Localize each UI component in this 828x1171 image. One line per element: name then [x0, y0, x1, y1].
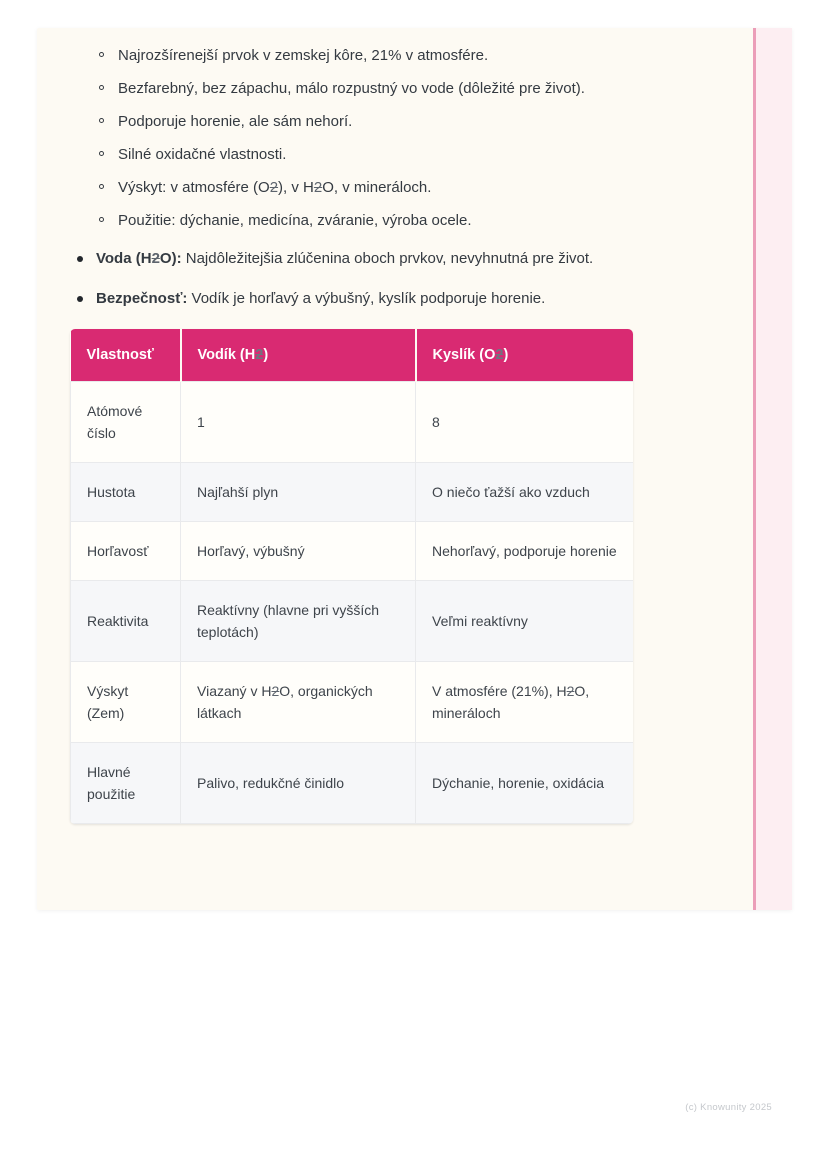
- list-item: [37, 211, 750, 231]
- document-page-card: [37, 28, 792, 910]
- table-row: [71, 382, 634, 463]
- table-row: [71, 581, 634, 662]
- table-cell: Atómové číslo: [71, 382, 181, 463]
- circle-bullet-icon: [99, 217, 104, 222]
- table-header: [71, 329, 634, 382]
- table-cell: Veľmi reaktívny: [416, 581, 634, 662]
- document-content: [37, 28, 750, 824]
- circle-bullet-icon: [99, 52, 104, 57]
- table-body: [71, 382, 634, 824]
- page-accent-stripe: [753, 28, 792, 910]
- list-item-text: Bezpečnosť: Vodík je horľavý a výbušný, kyslík podporuje horenie.: [96, 290, 546, 307]
- table-cell: Dýchanie, horenie, oxidácia: [416, 743, 634, 824]
- circle-bullet-icon: [99, 184, 104, 189]
- table-cell: Horľavý, výbušný: [181, 522, 416, 581]
- table-cell: Výskyt (Zem): [71, 662, 181, 743]
- table-cell: Najľahší plyn: [181, 463, 416, 522]
- list-item-text: Podporuje horenie, ale sám nehorí.: [118, 113, 353, 130]
- table-row: [71, 463, 634, 522]
- table-cell: Hustota: [71, 463, 181, 522]
- comparison-table-container: [70, 329, 633, 824]
- list-item-text: Silné oxidačné vlastnosti.: [118, 146, 287, 163]
- table-header-cell-oxygen: Kyslík (O2): [416, 329, 634, 382]
- table-row: [71, 662, 634, 743]
- table-row: [71, 743, 634, 824]
- circle-bullet-icon: [99, 151, 104, 156]
- disc-bullet-icon: [77, 256, 83, 262]
- table-cell: Nehorľavý, podporuje horenie: [416, 522, 634, 581]
- table-cell: V atmosfére (21%), H2O, mineráloch: [416, 662, 634, 743]
- key-points-list: [37, 249, 750, 309]
- disc-bullet-icon: [77, 296, 83, 302]
- copyright-text: (c) Knowunity 2025: [685, 1102, 772, 1113]
- table-header-row: [71, 329, 634, 382]
- list-item: [37, 79, 750, 99]
- table-header-cell-property: Vlastnosť: [71, 329, 181, 382]
- list-item-text: Výskyt: v atmosfére (O2), v H2O, v mineráloch.: [118, 179, 432, 196]
- table-header-cell-hydrogen: Vodík (H2): [181, 329, 416, 382]
- circle-bullet-icon: [99, 85, 104, 90]
- list-item: [37, 289, 750, 309]
- table-cell: 1: [181, 382, 416, 463]
- list-item-text: Použitie: dýchanie, medicína, zváranie, výroba ocele.: [118, 212, 472, 229]
- table-cell: Palivo, redukčné činidlo: [181, 743, 416, 824]
- list-item: [37, 249, 750, 269]
- table-cell: 8: [416, 382, 634, 463]
- table-cell: Reaktivita: [71, 581, 181, 662]
- list-item-text: Bezfarebný, bez zápachu, málo rozpustný vo vode (dôležité pre život).: [118, 80, 585, 97]
- list-item: [37, 178, 750, 198]
- hydrogen-oxygen-comparison-table: [70, 329, 633, 824]
- list-item: [37, 145, 750, 165]
- table-cell: Hlavné použitie: [71, 743, 181, 824]
- list-item: [37, 46, 750, 66]
- list-item: [37, 112, 750, 132]
- list-item-text: Najrozšírenejší prvok v zemskej kôre, 21% v atmosfére.: [118, 47, 489, 64]
- properties-bullet-list: [37, 46, 750, 231]
- table-cell: O niečo ťažší ako vzduch: [416, 463, 634, 522]
- list-item-text: Voda (H2O): Najdôležitejšia zlúčenina oboch prvkov, nevyhnutná pre život.: [96, 250, 594, 267]
- table-row: [71, 522, 634, 581]
- table-cell: Viazaný v H2O, organických látkach: [181, 662, 416, 743]
- table-cell: Reaktívny (hlavne pri vyšších teplotách): [181, 581, 416, 662]
- table-cell: Horľavosť: [71, 522, 181, 581]
- circle-bullet-icon: [99, 118, 104, 123]
